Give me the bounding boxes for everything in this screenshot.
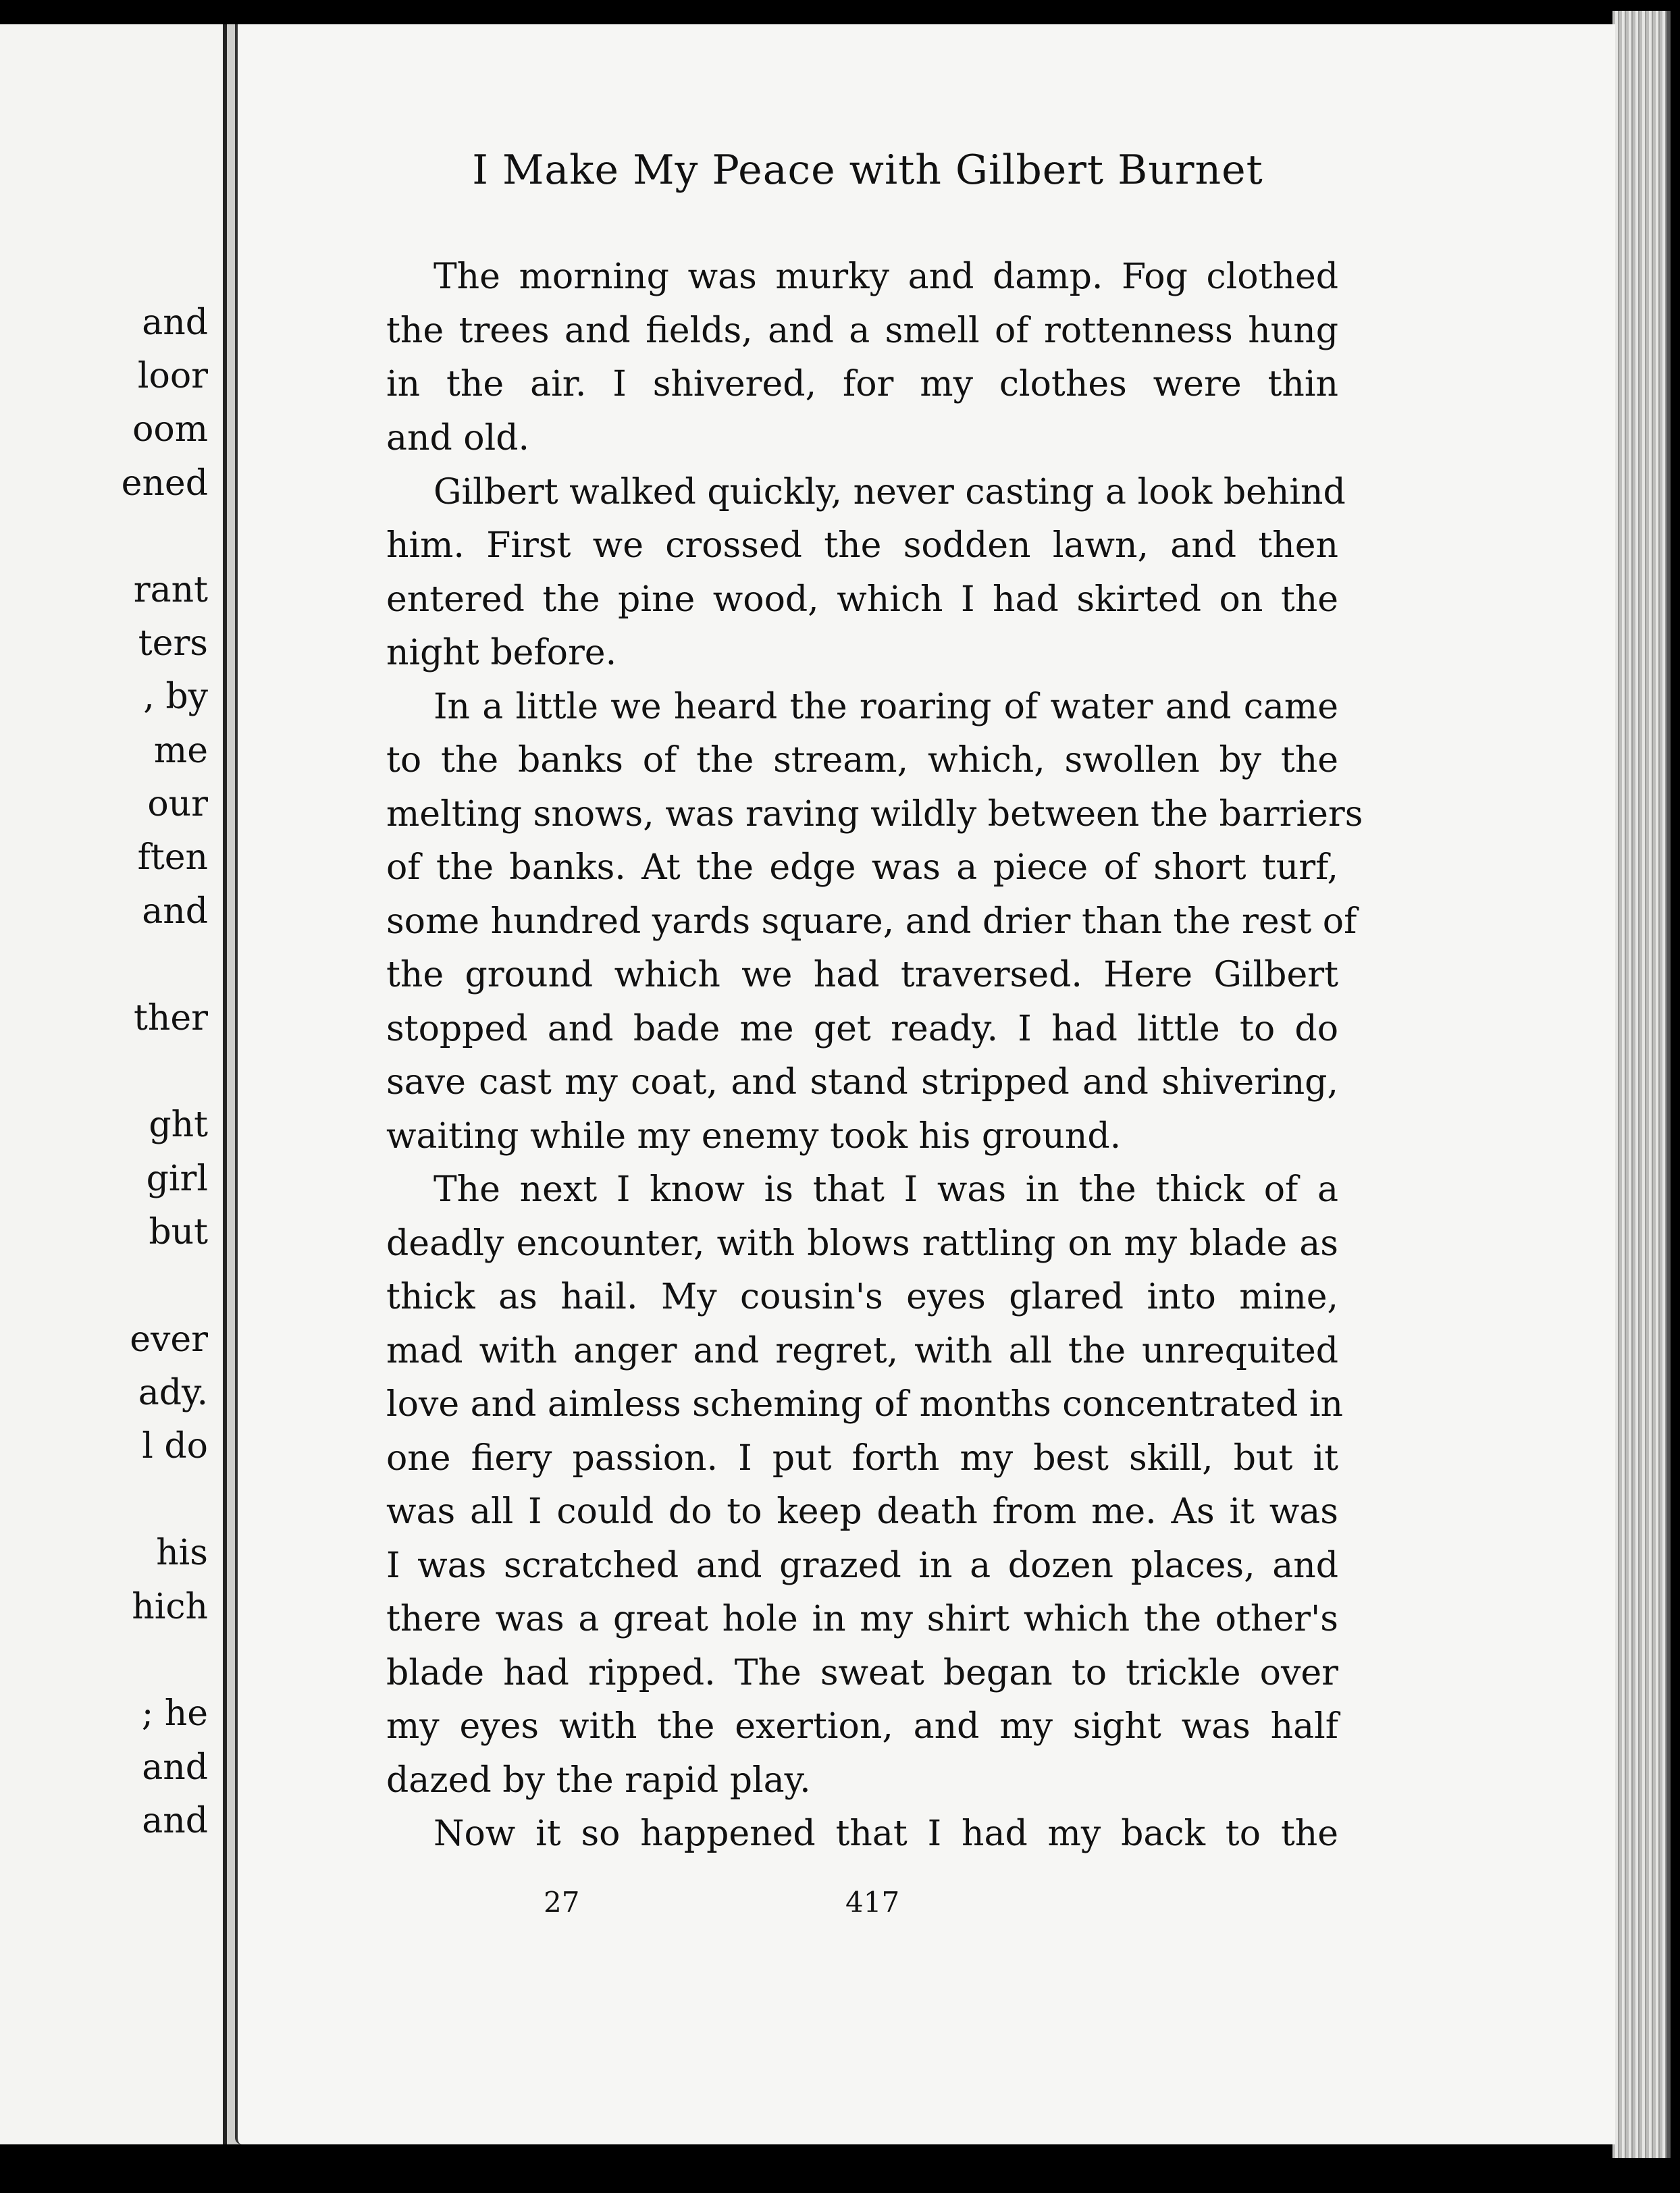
left-page-fragment: l do [142,1426,208,1467]
body-text-line: night before. [386,633,617,673]
left-page-fragment: ters [138,623,208,664]
left-page-fragment: ther [133,998,208,1038]
page-number: 417 [845,1886,900,1919]
left-page [0,24,227,2144]
left-page-fragment: and [142,891,208,932]
left-page-fragment: oom [132,409,208,450]
left-page-fragment: and [142,1747,208,1788]
body-text-line: stopped and bade me get ready. I had little to do [386,1009,1338,1049]
left-page-fragment: but [149,1212,208,1252]
body-text-line: blade had ripped. The sweat began to trickle over [386,1653,1338,1693]
body-text-line: of the banks. At the edge was a piece of short turf, [386,847,1338,888]
left-page-fragment: ady. [138,1373,208,1413]
body-text-line: save cast my coat, and stand stripped and shivering, [386,1062,1338,1103]
left-page-fragment: and [142,302,208,343]
left-page-fragment: rant [133,570,208,610]
body-text-line: one fiery passion. I put forth my best skill, but it [386,1438,1338,1479]
body-text-line: In a little we heard the roaring of water and came [434,687,1338,727]
body-text-line: Now it so happened that I had my back to the [434,1814,1338,1854]
body-text-line: mad with anger and regret, with all the unrequited [386,1331,1338,1371]
body-text-line: entered the pine wood, which I had skirted on the [386,579,1338,620]
body-text-line: in the air. I shivered, for my clothes were thin [386,364,1338,404]
body-text-line: The next I know is that I was in the thick of a [434,1169,1338,1210]
body-text-line: to the banks of the stream, which, swollen by the [386,740,1338,781]
left-page-fragment: his [156,1533,208,1573]
left-page-fragment: ght [149,1105,208,1145]
body-text-line: thick as hail. My cousin's eyes glared into mine, [386,1277,1338,1317]
body-text-line: there was a great hole in my shirt which the other's [386,1599,1338,1639]
body-text-line: the trees and fields, and a smell of rottenness hung [386,311,1338,351]
left-page-fragment: ever [130,1319,208,1360]
left-page-fragment: loor [137,356,208,396]
left-page-fragment: hich [132,1587,208,1627]
body-text-line: deadly encounter, with blows rattling on my blade as [386,1223,1338,1264]
left-page-fragment: ; he [141,1693,208,1734]
body-text-line: some hundred yards square, and drier than the rest of [386,901,1357,942]
left-page-fragment: our [147,784,208,824]
chapter-title: I Make My Peace with Gilbert Burnet [472,147,1263,194]
body-text-line: my eyes with the exertion, and my sight was half [386,1706,1338,1747]
body-text-line: The morning was murky and damp. Fog clothed [434,257,1338,297]
page-edges [1612,11,1671,2158]
left-page-fragment: ften [137,837,208,878]
body-text-line: melting snows, was raving wildly between the barriers [386,794,1363,835]
body-text-line: love and aimless scheming of months concentrated in [386,1384,1343,1425]
left-page-fragment: , by [143,677,208,717]
body-text-line: him. First we crossed the sodden lawn, and then [386,525,1338,566]
left-page-fragment: ened [121,463,208,504]
body-text-line: and old. [386,418,530,458]
body-text-line: I was scratched and grazed in a dozen places, and [386,1545,1338,1586]
body-text-line: was all I could do to keep death from me. As it was [386,1491,1338,1532]
body-text-line: dazed by the rapid play. [386,1760,811,1801]
body-text-line: Gilbert walked quickly, never casting a look behind [434,472,1346,512]
body-text-line: waiting while my enemy took his ground. [386,1116,1122,1157]
signature-mark: 27 [544,1886,580,1919]
left-page-fragment: and [142,1801,208,1841]
left-page-fragment: me [153,731,208,771]
left-page-fragment: girl [146,1159,208,1199]
body-text-line: the ground which we had traversed. Here Gilbert [386,955,1338,995]
